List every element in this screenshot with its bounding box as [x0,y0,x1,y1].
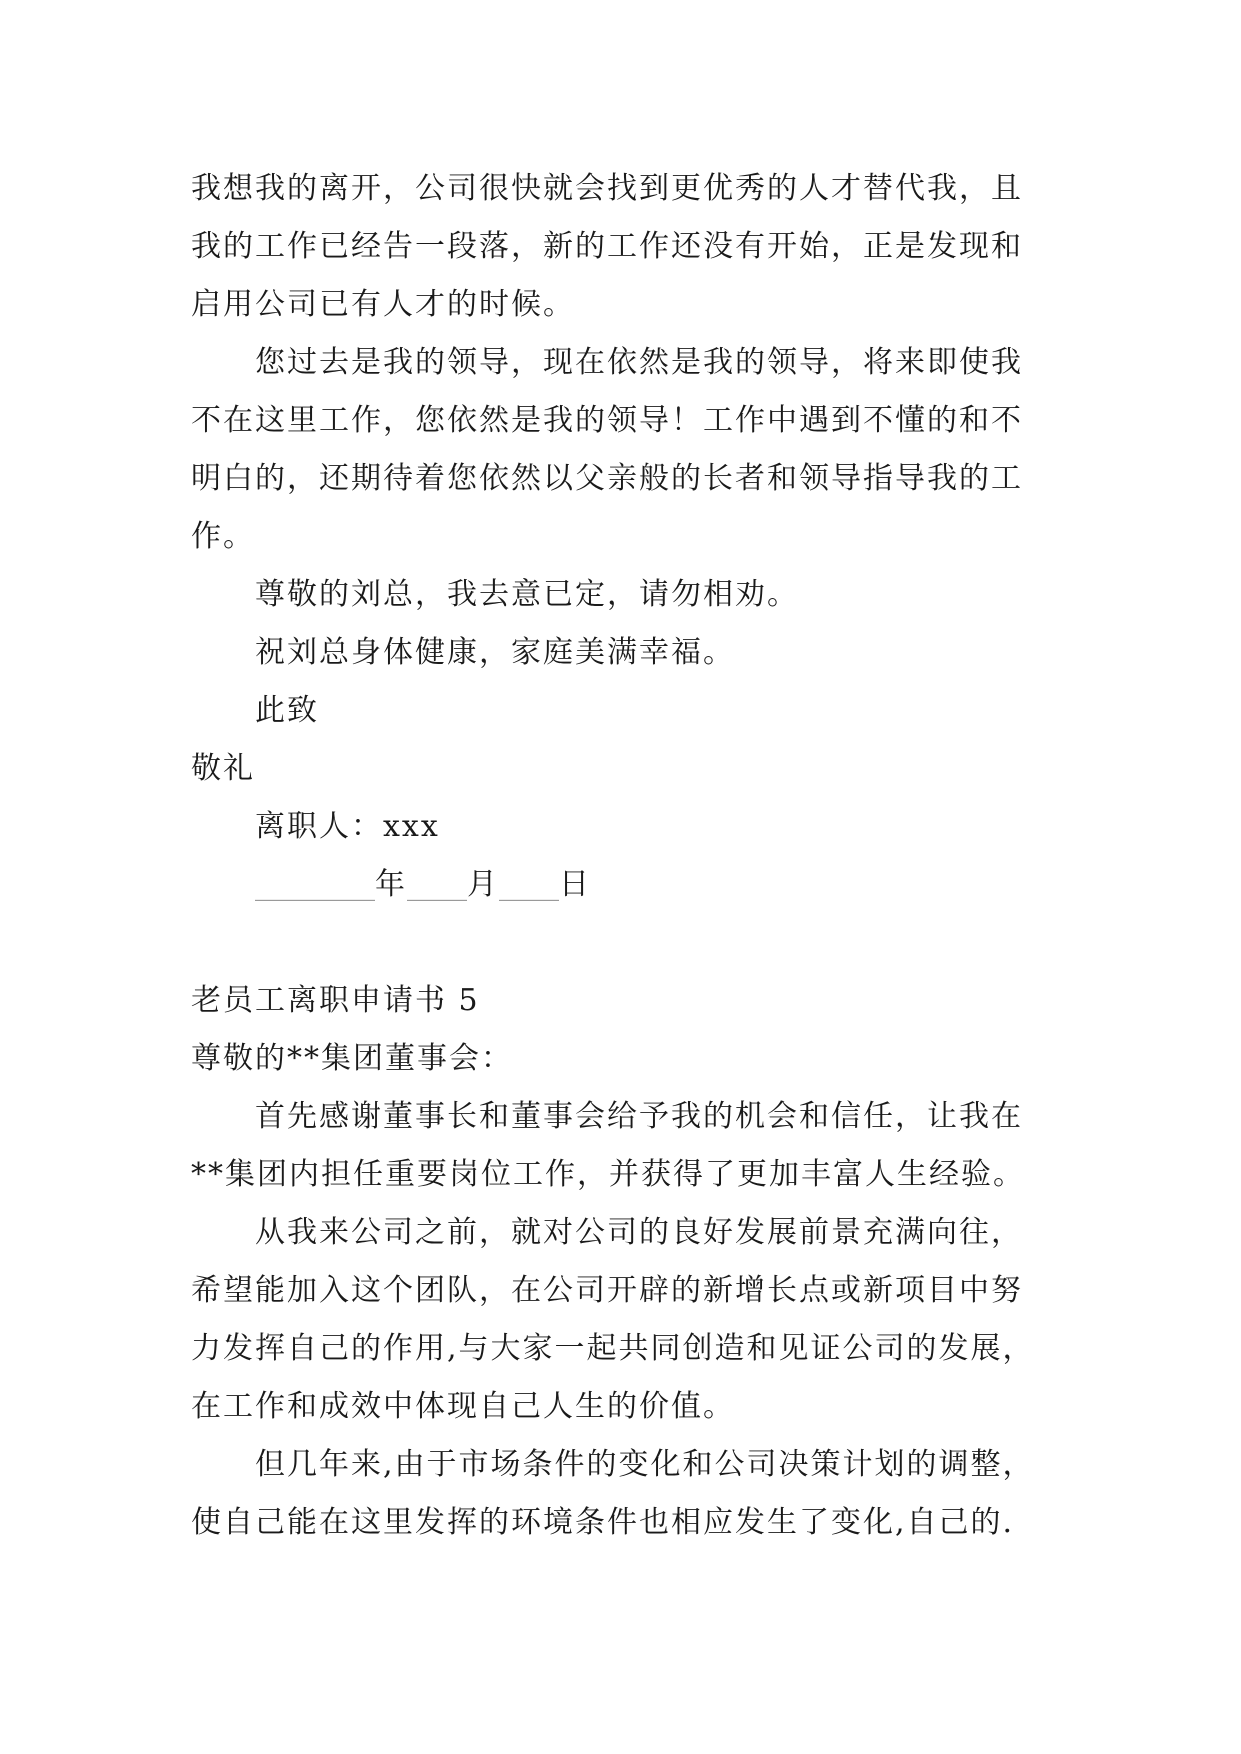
year-blank: ________ [255,867,375,902]
section-title: 老员工离职申请书 5 [191,983,480,1018]
text-line: 首先感谢董事长和董事会给予我的机会和信任，让我在 [255,1099,1023,1134]
date-line [191,856,1071,914]
text-line: 不在这里工作，您依然是我的领导！工作中遇到不懂的和不 [191,403,1023,438]
year-label: 年 [375,867,407,902]
paragraph-5 [191,1436,1071,1552]
salutation: 尊敬的**集团董事会： [191,1041,513,1076]
paragraph-2 [191,334,1071,566]
paragraph-3 [191,1088,1071,1204]
section-gap [191,914,1071,972]
text-line: 作。 [191,519,255,554]
month-label: 月 [467,867,499,902]
document-body [191,160,1071,1552]
wish-line: 祝刘总身体健康，家庭美满幸福。 [255,635,735,670]
month-blank: ____ [407,867,467,902]
text-line: 您过去是我的领导，现在依然是我的领导，将来即使我 [255,345,1023,380]
signature-line: 离职人：xxx [255,809,440,844]
text-line: 力发挥自己的作用,与大家一起共同创造和见证公司的发展， [191,1331,1035,1366]
text-line: 使自己能在这里发挥的环境条件也相应发生了变化,自己的. [191,1505,1015,1540]
closing-regards: 敬礼 [191,751,255,786]
day-label: 日 [559,867,591,902]
text-line: 在工作和成效中体现自己人生的价值。 [191,1389,735,1424]
text-line: 从我来公司之前，就对公司的良好发展前景充满向往， [255,1215,1023,1250]
closing-line: 此致 [255,693,319,728]
text-line: 我想我的离开，公司很快就会找到更优秀的人才替代我，且 [191,171,1023,206]
text-line: 明白的，还期待着您依然以父亲般的长者和领导指导我的工 [191,461,1023,496]
day-blank: ____ [499,867,559,902]
text-line: 启用公司已有人才的时候。 [191,287,575,322]
paragraph-1 [191,160,1071,334]
paragraph-4 [191,1204,1071,1436]
text-line: 但几年来,由于市场条件的变化和公司决策计划的调整， [255,1447,1035,1482]
text-line: 我的工作已经告一段落，新的工作还没有开始，正是发现和 [191,229,1023,264]
text-line: **集团内担任重要岗位工作，并获得了更加丰富人生经验。 [191,1157,1025,1192]
text-line: 希望能加入这个团队，在公司开辟的新增长点或新项目中努 [191,1273,1023,1308]
resolve-line: 尊敬的刘总，我去意已定，请勿相劝。 [255,577,799,612]
